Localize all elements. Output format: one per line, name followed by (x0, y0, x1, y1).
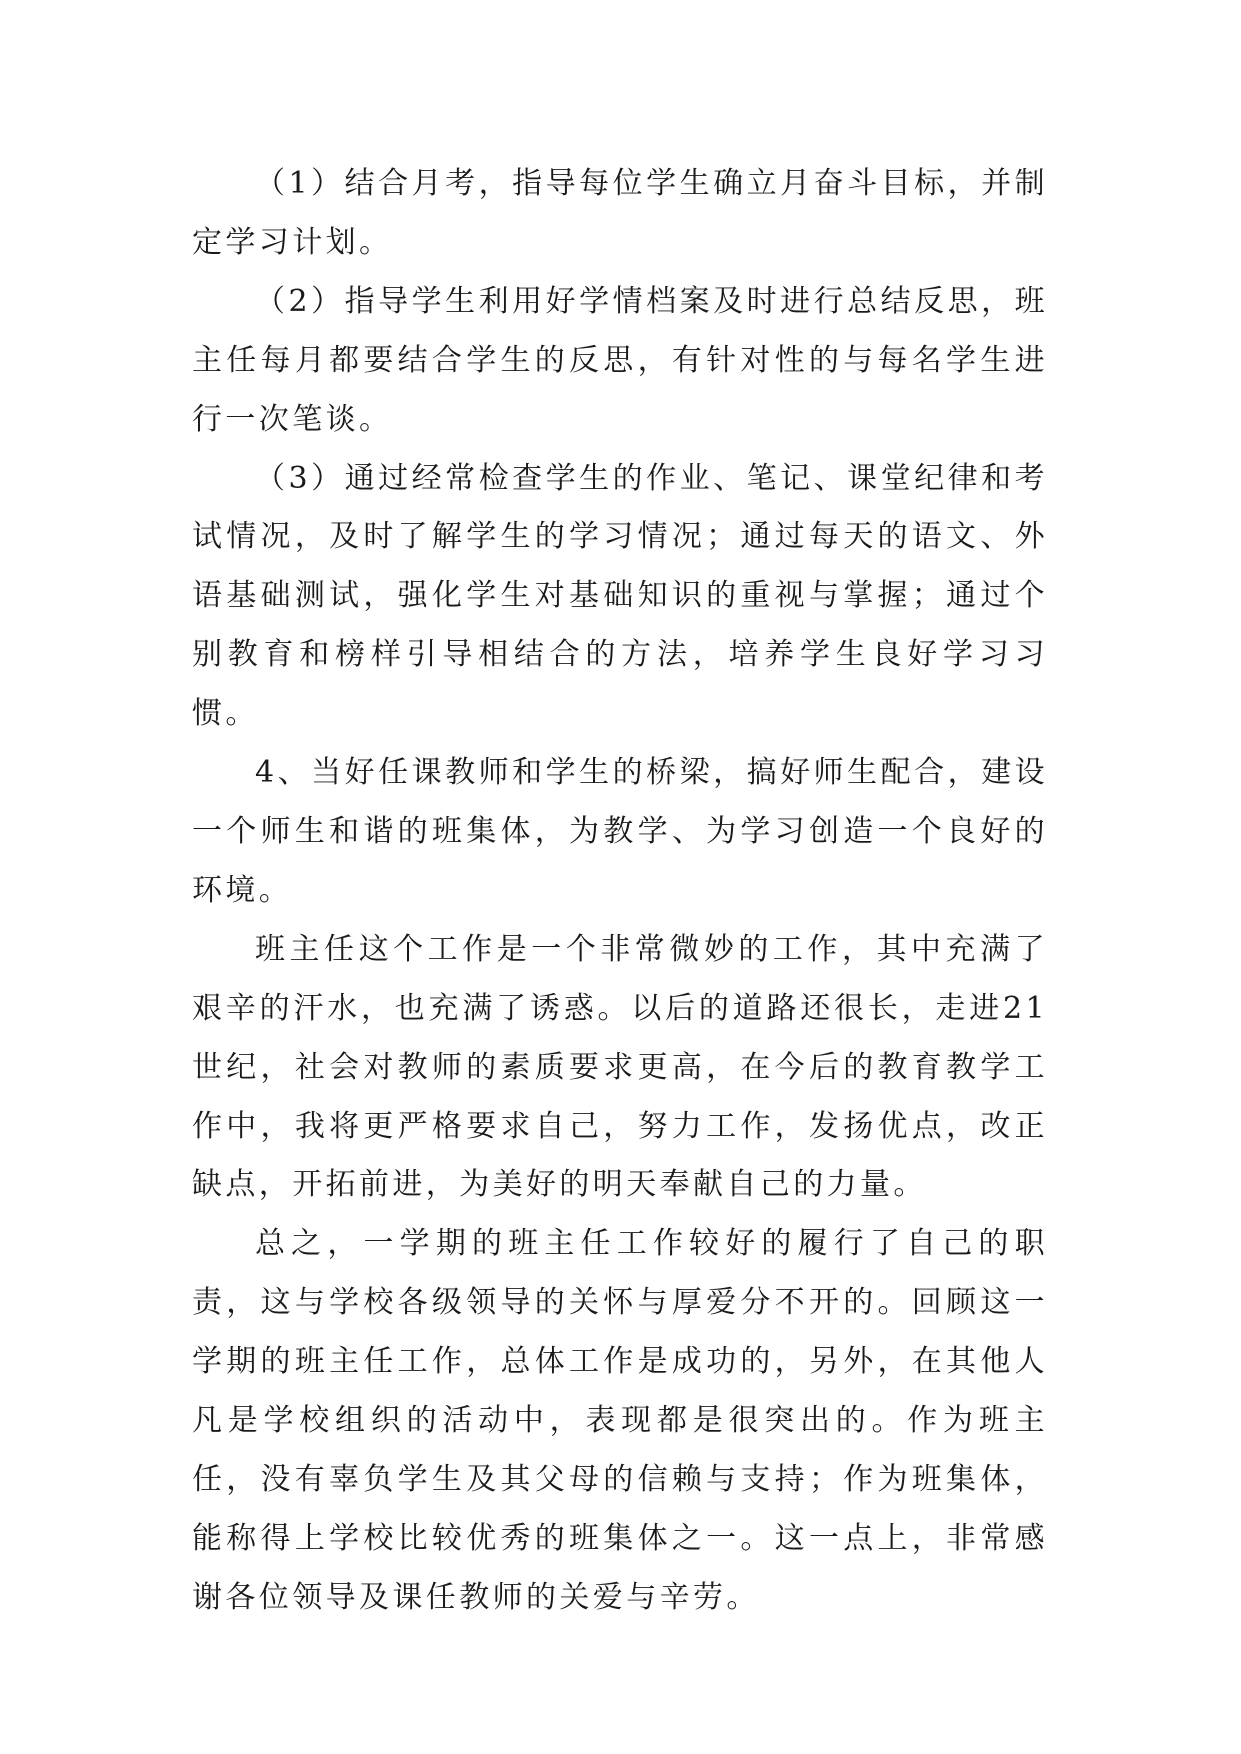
paragraph-closing: 班主任这个工作是一个非常微妙的工作，其中充满了艰辛的汗水，也充满了诱惑。以后的道路还很长，走进21世纪，社会对教师的素质要求更高，在今后的教育教学工作中，我将更严格要求自己，努力工作，发扬优点，改正缺点，开拓前进，为美好的明天奉献自己的力量。 (192, 931, 1048, 1203)
paragraph-summary: 总之，一学期的班主任工作较好的履行了自己的职责，这与学校各级领导的关怀与厚爱分不开的。回顾这一学期的班主任工作，总体工作是成功的，另外，在其他人凡是学校组织的活动中，表现都是很突出的。作为班主任，没有辜负学生及其父母的信赖与支持；作为班集体，能称得上学校比较优秀的班集体之一。这一点上，非常感谢各位领导及课任教师的关爱与辛劳。 (192, 1226, 1048, 1615)
document-body (192, 155, 1048, 1628)
paragraph-item-1: （1）结合月考，指导每位学生确立月奋斗目标，并制定学习计划。 (192, 166, 1048, 260)
paragraph-item-2: （2）指导学生利用好学情档案及时进行总结反思，班主任每月都要结合学生的反思，有针对性的与每名学生进行一次笔谈。 (192, 283, 1048, 437)
paragraph-item-4: 4、当好任课教师和学生的桥梁，搞好师生配合，建设一个师生和谐的班集体，为教学、为学习创造一个良好的环境。 (192, 755, 1048, 908)
paragraph-item-3: （3）通过经常检查学生的作业、笔记、课堂纪律和考试情况，及时了解学生的学习情况；通过每天的语文、外语基础测试，强化学生对基础知识的重视与掌握；通过个别教育和榜样引导相结合的方法，培养学生良好学习习惯。 (192, 460, 1048, 732)
